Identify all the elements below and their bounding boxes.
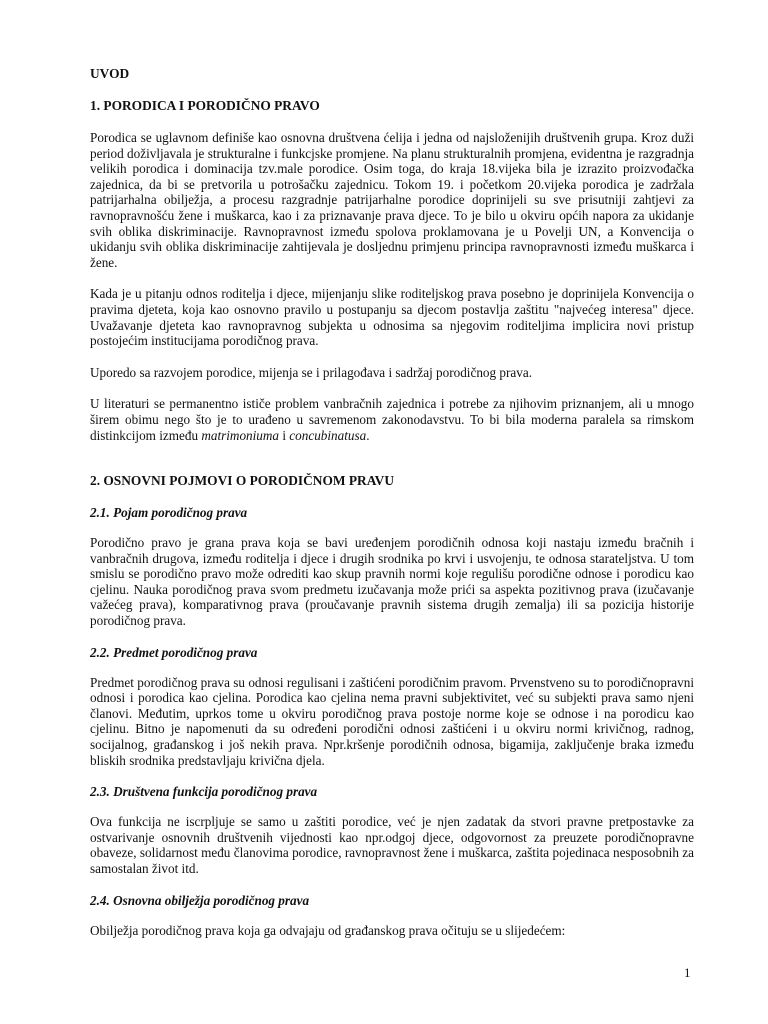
latin-term-matrimonium: matrimoniuma [201, 427, 280, 443]
section-1-title: 1. PORODICA I PORODIČNO PRAVO [90, 98, 320, 113]
page-number: 1 [684, 965, 691, 980]
subsection-2-2-title: 2.2. Predmet porodičnog prava [90, 644, 258, 660]
intro-heading: UVOD [90, 66, 130, 81]
paragraph-text: i [279, 427, 290, 443]
section-1-paragraph-4 [90, 396, 694, 443]
section-1-paragraph-2: Kada je u pitanju odnos roditelja i djece, mijenjanju slike roditeljskog prava posebno je doprinijela Konvencija o pravima djeteta, koja kao osnovno pravilo u postupanju sa djecom postavlja zaštitu "najvećeg interesa" djece. Uvažavanje djeteta kao ravnopravnog subjekta u odnosima sa njegovim roditeljima implicira novi pristup postojećim institucijama porodičnog prava. [90, 286, 694, 349]
section-2-title: 2. OSNOVNI POJMOVI O PORODIČNOM PRAVU [90, 473, 395, 489]
section-spacer [90, 459, 694, 473]
section-1-paragraph-3: Uporedo sa razvojem porodice, mijenja se i prilagođava i sadržaj porodičnog prava. [90, 364, 532, 380]
page-content [90, 66, 694, 954]
paragraph-text: . [366, 427, 370, 443]
section-1-paragraph-1: Porodica se uglavnom definiše kao osnovna društvena ćelija i jedna od najsloženijih društvenih grupa. Kroz duži period doživljavala je strukturalne i funkcjske promjene. Na planu strukturalnih promjena, evidentna je razgradnja velikih porodica i dominacija tzv.male porodice. Osim toga, do kraja 18.vijeka bila je izrazito proizvođačka zajednica, da bi se pretvorila u potrošačku zajednicu. Tokom 19. i početkom 20.vijeka porodica je zadržala patrijarhalna obilježja, a procesu razgradnje patrijarhalne porodice doprinijeli su sve prisutniji zahtjevi za ravnopravnošću žene i muškarca, kao i za priznavanje prava djece. To je bilo u okviru općih napora za ukidanje svih oblika diskriminacije. Ravnopravnost između spolova proklamovana je u Povelji UN, a Konvencija o ukidanju svih oblika diskriminacije zahtijevala je dosljednu primjenu principa ravnopravnosti između muškarca i žene. [90, 130, 694, 270]
subsection-2-3-title: 2.3. Društvena funkcija porodičnog prava [90, 784, 318, 800]
paragraph-text: U literaturi se permanentno ističe problem vanbračnih zajednica i potrebe za njihovim priznanjem, ali u mnogo širem obimu nego što je to urađeno u savremenom zakonodavstvu. To bi bila moderna paralela sa rimskom distinkcijom između [90, 396, 694, 443]
subsection-2-2-text: Predmet porodičnog prava su odnosi regulisani i zaštićeni porodičnim pravom. Prvenstveno su to porodičnopravni odnosi i porodica kao cjelina. Porodica kao cjelina nema pravni subjektivitet, već su subjekti prava samo njeni članovi. Međutim, uprkos tome u okviru porodičnog prava postoje norme koje se odnose i na porodicu kao cjelinu. Bitno je napomenuti da su određeni porodični odnosi zaštićeni i u okviru normi krivičnog, radnog, socijalnog, građanskog i još nekih prava. Npr.kršenje porodičnih odnosa, bigamija, zaključenje braka između bliskih srodnika predstavljaju krivična djela. [90, 674, 694, 768]
subsection-2-1-title: 2.1. Pojam porodičnog prava [90, 505, 248, 521]
latin-term-concubinatus: concubinatusa [289, 427, 367, 443]
subsection-2-4-text: Obilježja porodičnog prava koja ga odvajaju od građanskog prava očituju se u slijedećem: [90, 922, 566, 938]
subsection-2-3-text: Ova funkcija ne iscrpljuje se samo u zaštiti porodice, već je njen zadatak da stvori pravne pretpostavke za ostvarivanje osnovnih društvenih vijednosti kao npr.odgoj djece, odgovornost za preuzete porodičnopravne obaveze, solidarnost među članovima porodice, ravnopravnost žene i muškarca, zaštita pojedinaca nesposobnih za samostalan život itd. [90, 814, 694, 876]
subsection-2-4-title: 2.4. Osnovna obilježja porodičnog prava [90, 892, 310, 908]
subsection-2-1-text: Porodično pravo je grana prava koja se bavi uređenjem porodičnih odnosa koji nastaju između bračnih i vanbračnih drugova, između roditelja i djece i drugih srodnika po krvi i usvojenju, te odnosa starateljstva. U tom smislu se porodično pravo može odrediti kao skup pravnih normi koje regulišu porodične odnose i porodicu kao cjelinu. Nauka porodičnog prava svom predmetu izučavanja može prići sa aspekta pozitivnog prava (izučavanje važećeg prava), komparativnog prava (proučavanje pravnih sistema drugih zemalja) ili sa pozicija historije porodičnog prava. [90, 535, 694, 629]
